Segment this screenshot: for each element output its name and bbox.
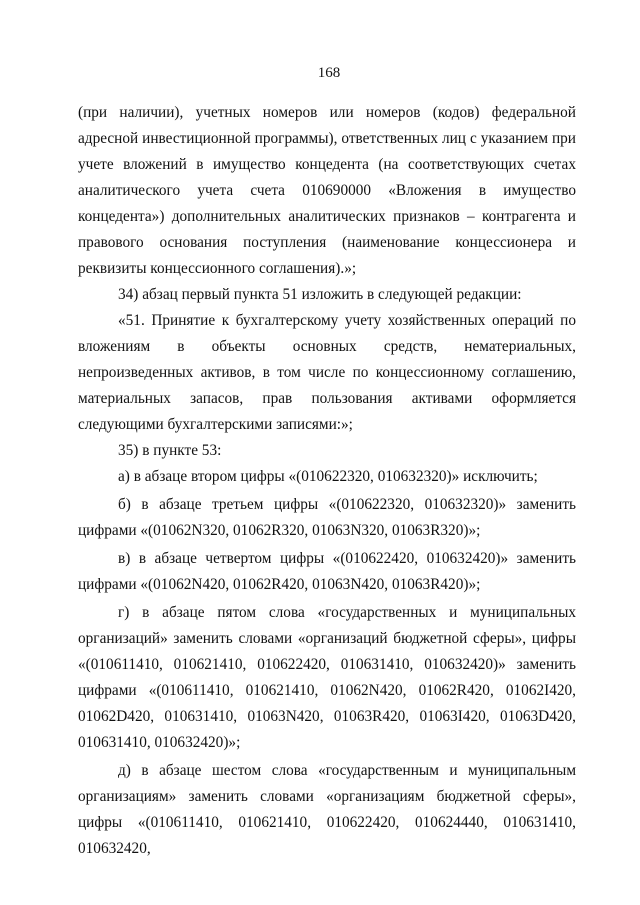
paragraph-sub-b: б) в абзаце третьем цифры «(010622320, 010632320)» заменить цифрами «(01062N320, 01062R320, 01063N320, 01063R320)»; xyxy=(78,496,576,539)
paragraph-sub-a: а) в абзаце втором цифры «(010622320, 010632320)» исключить; xyxy=(118,468,538,485)
paragraph-sub-v: в) в абзаце четвертом цифры «(010622420, 010632420)» заменить цифрами «(01062N420, 01062R420, 01063N420, 01063R420)»; xyxy=(78,550,576,593)
paragraph-continuation: (при наличии), учетных номеров или номеров (кодов) федеральной адресной инвестиционной программы), ответственных лиц с указанием при учете вложений в имущество концедента (на соответствующих счетах аналитического учета счета 010690000 «Вложения в имущество концедента») дополнительных аналитических признаков – контрагента и правового основания поступления (наименование концессионера и реквизиты концессионного соглашения).»; xyxy=(78,104,576,277)
paragraph-quote-51: «51. Принятие к бухгалтерскому учету хозяйственных операций по вложениям в объекты основных средств, нематериальных, непроизведенных активов, в том числе по концессионному соглашению, материальных запасов, прав пользования активами оформляется следующими бухгалтерскими записями:»; xyxy=(78,312,576,433)
paragraph-sub-g: г) в абзаце пятом слова «государственных и муниципальных организаций» заменить словами «организаций бюджетной сферы», цифры «(010611410, 010621410, 010622420, 010631410, 010632420)» заменить цифрами «(010611410, 010621410, 01062N420, 01062R420, 01062I420, 01062D420, 010631410, 01063N420, 01063R420, 01063I420, 01063D420, 010631410, 010632420)»; xyxy=(78,604,576,751)
document-body xyxy=(78,100,576,862)
paragraph-item-34: 34) абзац первый пункта 51 изложить в следующей редакции: xyxy=(118,286,522,303)
paragraph-item-35: 35) в пункте 53: xyxy=(118,442,222,459)
page-number: 168 xyxy=(317,65,341,81)
paragraph-sub-d: д) в абзаце шестом слова «государственным и муниципальным организациям» заменить словами «организациям бюджетной сферы», цифры «(010611410, 010621410, 010622420, 010624440, 010631410, 010632420, xyxy=(78,762,576,857)
